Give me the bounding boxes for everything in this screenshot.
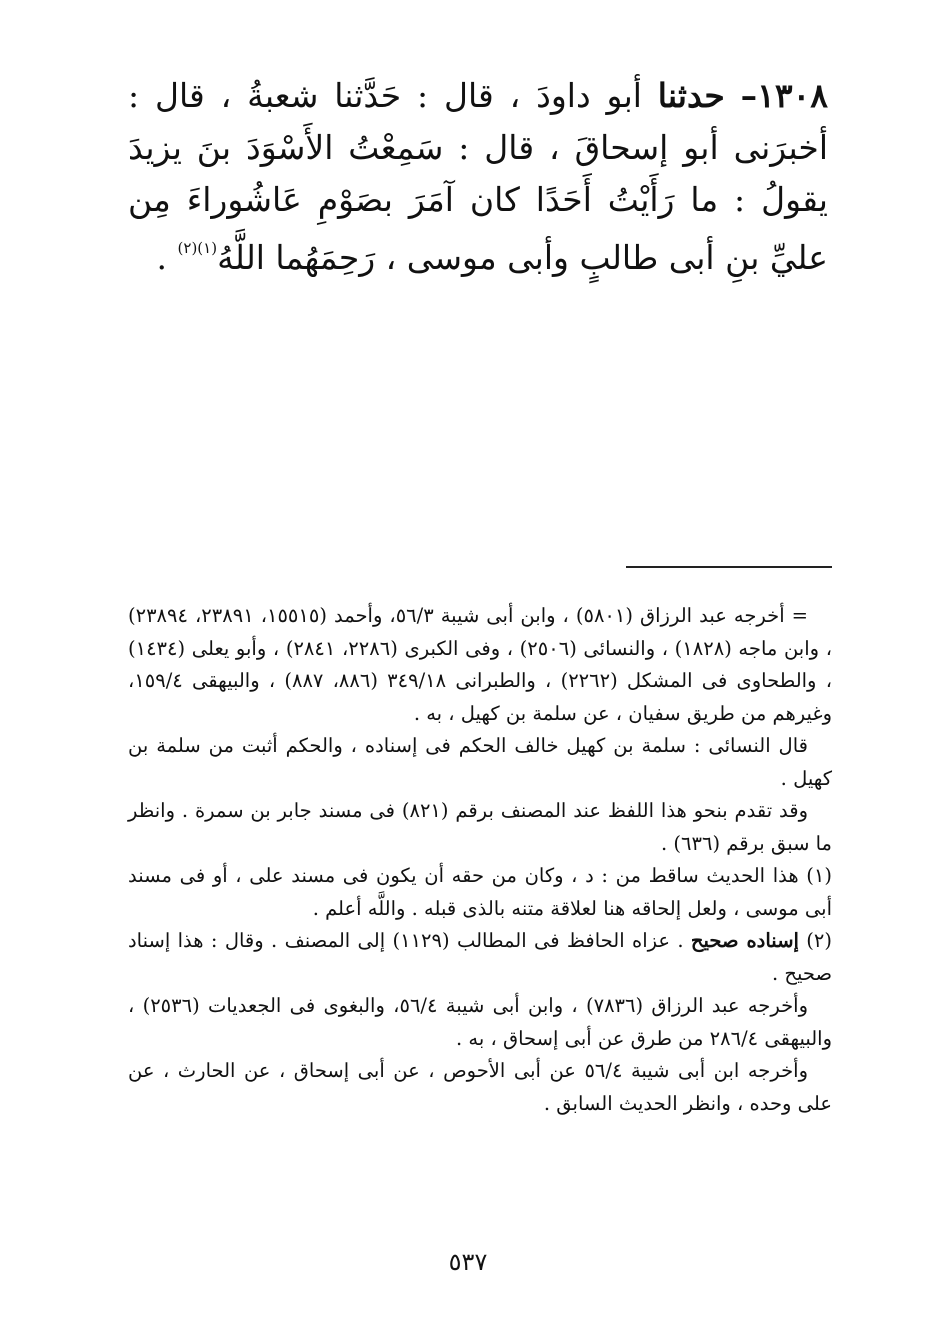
footnotes (128, 600, 832, 1120)
hadith-lead-word: حدثنا (657, 76, 725, 115)
footnote-takhrij-2: وأخرجه ابن أبى شيبة ٥٦/٤ عن أبى الأحوص ، عن أبى إسحاق ، عن الحارث ، عن على وحده ، وانظر الحديث السابق . (128, 1059, 832, 1115)
hadith-number: ١٣٠٨– (740, 76, 828, 115)
footnote-2 (128, 925, 832, 990)
footnote-2-grading: إسناده صحيح (690, 929, 799, 952)
hadith-body: أبو داودَ ، قال : حَدَّثنا شعبةُ ، قال : أخبرَنى أبو إسحاقَ ، قال : سَمِعْتُ الأَسْوَدَ بنَ يزيدَ يقولُ : ما رَأَيْتُ أَحَدًا كان آمَرَ بصَوْمِ عَاشُوراءَ مِن عليِّ بنِ أبى طالبٍ وأبى موسى ، رَحِمَهُما اللَّهُ (128, 76, 828, 277)
footnote-1: (١) هذا الحديث ساقط من : د ، وكان من حقه أن يكون فى مسند على ، أو فى مسند أبى موسى ، ولعل إلحاقه هنا لعلاقة متنه بالذى قبله . واللَّه أعلم . (128, 864, 832, 920)
footnote-2-prefix: (٢) (798, 929, 833, 952)
footnote-continuation: = أخرجه عبد الرزاق (٥٨٠١) ، وابن أبى شيبة ٥٦/٣، وأحمد (١٥٥١٥، ٢٣٨٩١، ٢٣٨٩٤) ، وابن ماجه (١٨٢٨) ، والنسائى (٢٥٠٦) ، وفى الكبرى (٢٢٨٦، ٢٨٤١) ، وأبو يعلى (١٤٣٤) ، والطحاوى فى المشكل (٢٢٦٢) ، والطبرانى ٣٤٩/١٨ (٨٨٦، ٨٨٧) ، والبيهقى ١٥٩/٤، وغيرهم من طريق سفيان ، عن سلمة بن كهيل ، به . (128, 604, 832, 725)
hadith-ending: . (156, 238, 178, 277)
footnote-nasai-note: قال النسائى : سلمة بن كهيل خالف الحكم فى إسناده ، والحكم أثبت من سلمة بن كهيل . (128, 734, 832, 790)
page-number: ٥٣٧ (448, 1248, 488, 1276)
footnote-takhrij-1: وأخرجه عبد الرزاق (٧٨٣٦) ، وابن أبى شيبة ٥٦/٤، والبغوى فى الجعديات (٢٥٣٦) ، والبيهقى ٢٨٦/٤ من طرق عن أبى إسحاق ، به . (128, 994, 832, 1050)
footnote-2-rest: . عزاه الحافظ فى المطالب (١١٢٩) إلى المصنف . وقال : هذا إسناد صحيح . (128, 929, 832, 985)
hadith-text (128, 70, 828, 284)
footnote-cross-reference: وقد تقدم بنحو هذا اللفظ عند المصنف برقم (٨٢١) فى مسند جابر بن سمرة . وانظر ما سبق برقم (٦٣٦) . (128, 799, 832, 855)
footnote-refs: (١)(٢) (177, 239, 218, 257)
footnote-separator (626, 566, 832, 568)
